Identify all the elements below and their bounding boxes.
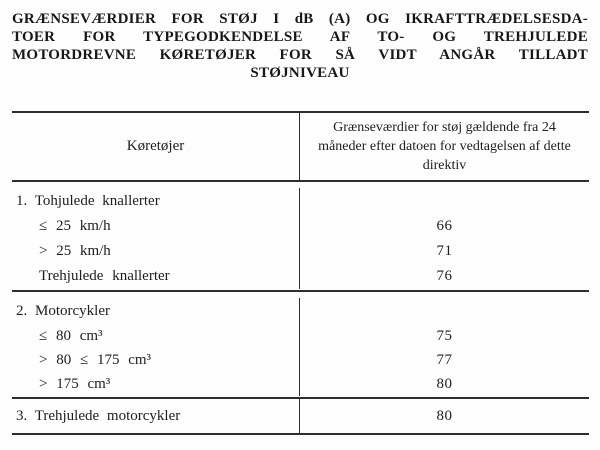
table-row <box>12 239 589 264</box>
section-heading-row <box>12 298 589 324</box>
table-section-tricycles <box>12 397 589 433</box>
table-section-mopeds <box>12 182 589 290</box>
row-label: > 80 ≤ 175 cm³ <box>39 351 152 368</box>
table-row <box>12 324 589 348</box>
row-value: 66 <box>436 218 453 234</box>
title-line-4: STØJNIVEAU <box>250 65 350 81</box>
title-line-2: TOER FOR TYPEGODKENDELSE AF TO- OG TREHJULEDE <box>12 29 588 45</box>
section-3-heading: 3. Trehjulede motorcykler <box>16 407 181 424</box>
row-value: 71 <box>436 243 453 259</box>
table-header-row <box>12 113 589 182</box>
section-2-heading: 2. Motorcykler <box>16 302 110 319</box>
title-line-1: GRÆNSEVÆRDIER FOR STØJ I dB (A) OG IKRAFTTRÆDELSESDA- <box>12 11 588 27</box>
table-row <box>12 399 589 433</box>
row-value: 75 <box>436 327 453 344</box>
column-header-vehicles <box>12 113 300 180</box>
section-heading-row <box>12 188 589 214</box>
table-row <box>12 372 589 396</box>
row-label: Trehjulede knallerter <box>39 268 170 284</box>
row-value: 76 <box>436 268 453 284</box>
row-value: 77 <box>436 351 453 368</box>
row-label: > 25 km/h <box>39 243 111 259</box>
table-row <box>12 264 589 289</box>
document-title <box>12 10 588 82</box>
table-section-motorcycles <box>12 290 589 397</box>
row-label: > 175 cm³ <box>39 375 111 392</box>
title-line-3: MOTORDREVNE KØRETØJER FOR SÅ VIDT ANGÅR TILLADT <box>12 47 588 63</box>
row-value: 80 <box>436 407 453 424</box>
row-label: ≤ 80 cm³ <box>39 327 103 344</box>
row-value: 80 <box>436 375 453 392</box>
noise-limits-table <box>12 111 589 435</box>
vehicles-header-label: Køretøjer <box>126 138 185 154</box>
section-1-heading: 1. Tohjulede knallerter <box>16 192 160 209</box>
table-row <box>12 348 589 372</box>
limits-header-label: Grænseværdier for støj gældende fra 24 måneder efter datoen for vedtagelsen af dette direktiv <box>318 120 571 173</box>
column-header-limits <box>300 113 589 180</box>
table-row <box>12 214 589 239</box>
row-label: ≤ 25 km/h <box>39 218 111 234</box>
